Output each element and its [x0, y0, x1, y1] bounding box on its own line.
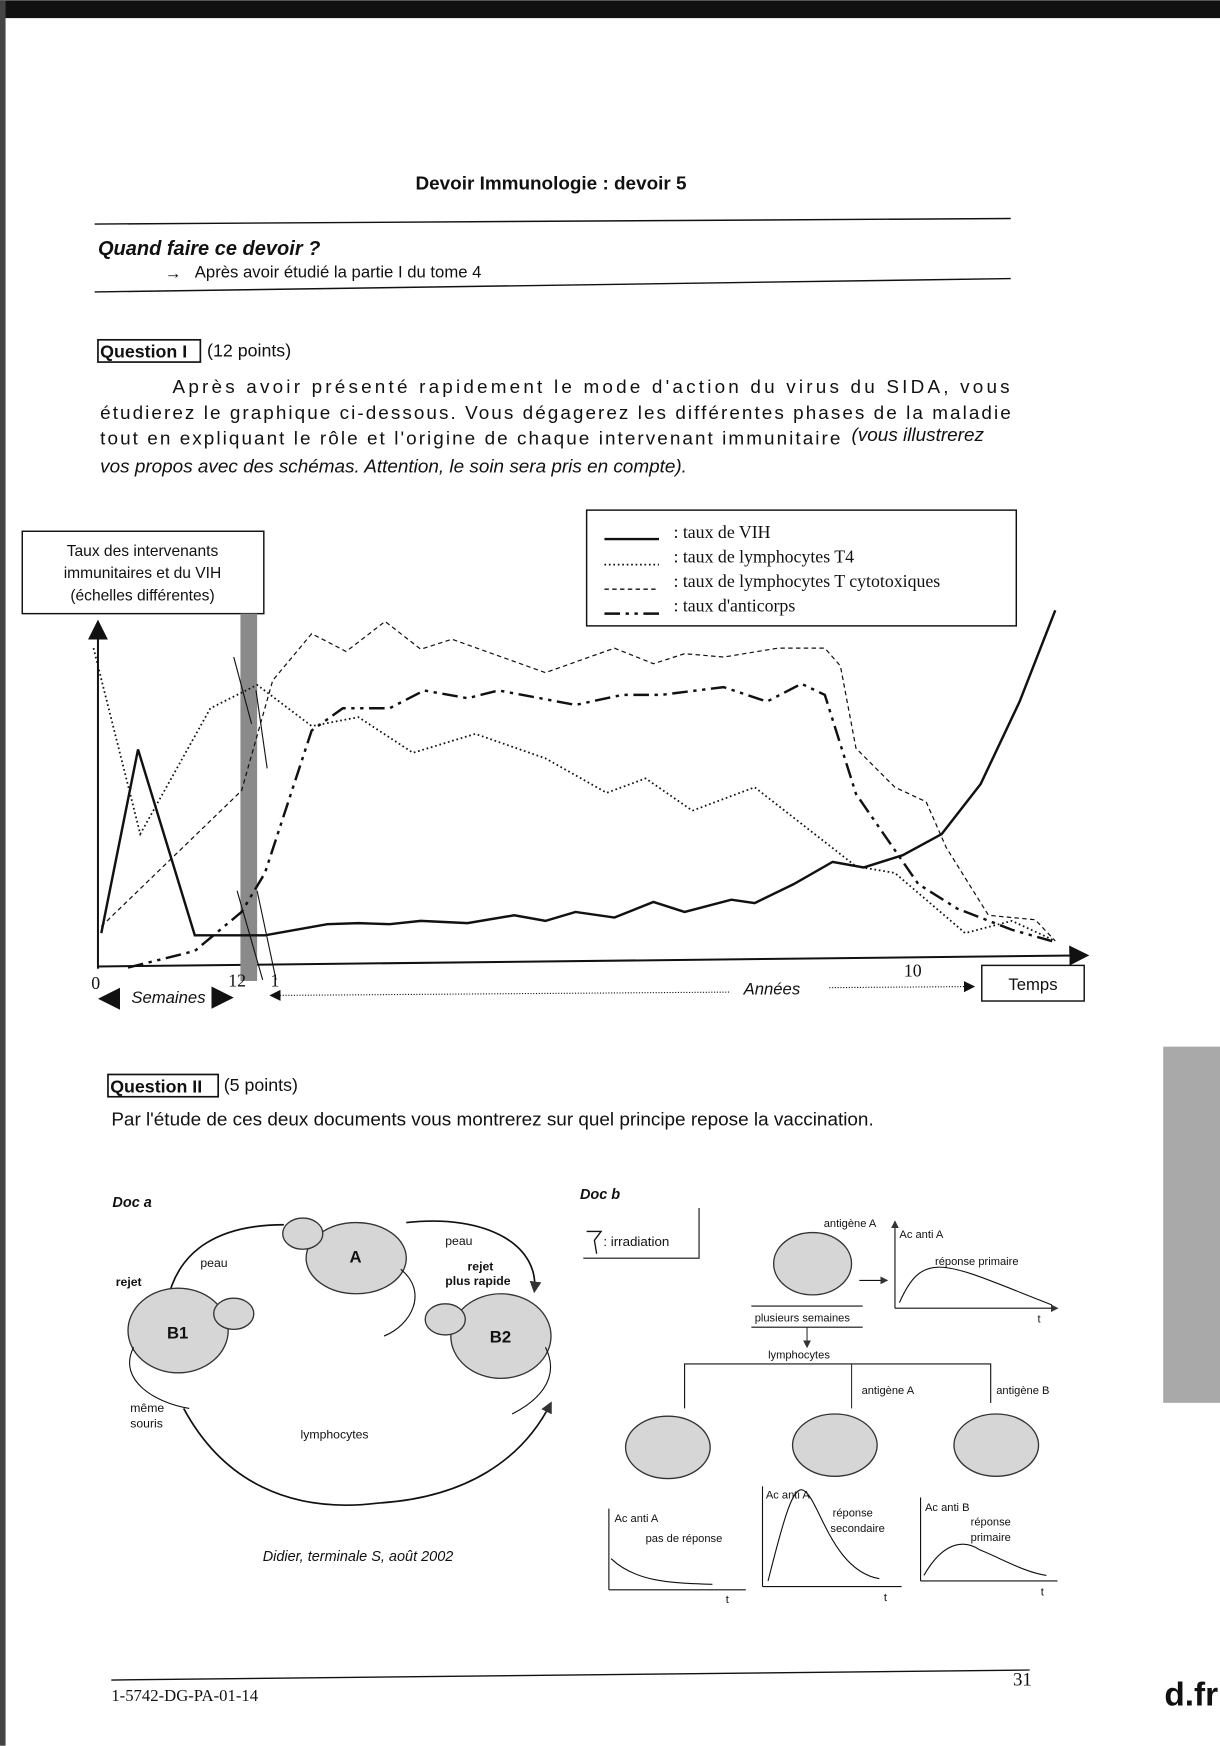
t-label: t [1040, 1586, 1044, 1599]
t-label: t [883, 1591, 887, 1604]
annees-label: Années [743, 979, 801, 999]
curve-anticorps [128, 684, 1055, 968]
question2-label: Question II [110, 1076, 203, 1097]
peau-right-label: peau [445, 1233, 473, 1248]
rejet-label: rejet [115, 1274, 142, 1289]
y-label-line: (échelles différentes) [70, 587, 215, 605]
when-arrow: → [164, 263, 182, 283]
tick-10: 10 [903, 960, 922, 981]
mouse-b1-label: B1 [166, 1323, 189, 1343]
doc-b-title: Doc b [579, 1187, 621, 1204]
graph-text: secondaire [830, 1522, 885, 1535]
scan-grey-strip [1163, 1047, 1220, 1403]
tick-0: 0 [91, 972, 101, 993]
graph-y-label: Ac anti B [925, 1501, 970, 1514]
mouse-illustration [626, 1416, 711, 1478]
mouse-a-label: A [349, 1247, 362, 1267]
annees-arrow-right [829, 987, 973, 988]
page-title: Devoir Immunologie : devoir 5 [415, 173, 687, 195]
legend-label: : taux de VIH [673, 521, 771, 542]
graph-y-label: Ac anti A [899, 1229, 944, 1242]
footer-divider [111, 1670, 1029, 1680]
legend [587, 510, 1017, 626]
legend-label: : taux de lymphocytes T cytotoxiques [673, 570, 941, 591]
question1-label: Question I [100, 341, 188, 362]
scan-top-edge [0, 0, 1220, 18]
irradiation-label: : irradiation [603, 1233, 670, 1249]
temps-label: Temps [1008, 974, 1058, 994]
when-text: Après avoir étudié la partie I du tome 4 [194, 262, 482, 282]
y-axis-label-box [22, 531, 264, 613]
graph-text: réponse primaire [935, 1255, 1019, 1268]
doc-a-title: Doc a [112, 1194, 152, 1211]
curve-primary-response [899, 1267, 1051, 1305]
lymphocytes-label: lymphocytes [768, 1349, 830, 1362]
graph-y-label: Ac anti A [614, 1512, 659, 1525]
graph-text: primaire [970, 1531, 1011, 1544]
legend-label: : taux de lymphocytes T4 [673, 546, 855, 567]
legend-label: : taux d'anticorps [673, 595, 796, 616]
question2-points: (5 points) [223, 1075, 298, 1096]
graph-text: pas de réponse [645, 1532, 723, 1545]
break-mark [256, 690, 267, 768]
peau-left-label: peau [200, 1256, 228, 1271]
footer-code: 1-5742-DG-PA-01-14 [111, 1686, 259, 1706]
graph-text: réponse [832, 1507, 873, 1520]
rejet-rapide-label: rejet [467, 1259, 494, 1274]
question2-text: Par l'étude de ces deux documents vous montrerez sur quel principe repose la vaccination. [111, 1109, 874, 1131]
mouse-illustration [774, 1233, 852, 1295]
mouse-b1-illustration [128, 1288, 254, 1408]
question1-line-3: tout en expliquant le rôle et l'origine de chaque intervenant immunitaire [100, 428, 841, 450]
y-label-line: Taux des intervenants [66, 542, 219, 560]
question1-line-2: étudierez le graphique ci-dessous. Vous dégagerez les différentes phases de la maladie [100, 402, 1011, 424]
mouse-b2-illustration [425, 1294, 551, 1414]
watermark: d.fr [1164, 1676, 1219, 1714]
y-label-line: immunitaires et du VIH [63, 565, 222, 583]
scan-left-edge [0, 0, 6, 1745]
semaines-label: Semaines [131, 988, 206, 1008]
question1-line-1: Après avoir présenté rapidement le mode d'action du virus du SIDA, vous [172, 377, 1010, 399]
rejet-rapide-label: plus rapide [445, 1273, 511, 1288]
tick-1: 1 [270, 970, 280, 991]
annees-arrow-left [272, 992, 730, 995]
t-label: t [1037, 1313, 1041, 1326]
meme-souris-label: souris [130, 1416, 163, 1431]
mouse-illustration [954, 1414, 1039, 1476]
question1-line-3-italic: (vous illustrerez [851, 425, 984, 447]
antigene-a-label: antigène A [823, 1217, 877, 1230]
question1-line-4: vos propos avec des schémas. Attention, le soin sera pris en compte). [100, 456, 687, 478]
time-scale-break-band [240, 614, 257, 981]
plusieurs-semaines-label: plusieurs semaines [754, 1312, 850, 1325]
doc-a-figure [112, 1195, 551, 1505]
when-heading: Quand faire ce devoir ? [97, 238, 321, 261]
divider [95, 218, 1011, 224]
page-number: 31 [1012, 1669, 1032, 1691]
t-label: t [725, 1594, 729, 1607]
meme-souris-label: même [130, 1400, 165, 1415]
antigene-a-label: antigène A [861, 1384, 915, 1397]
antigene-b-label: antigène B [996, 1384, 1050, 1397]
graph-text: réponse [970, 1516, 1011, 1529]
question1-points: (12 points) [207, 340, 292, 361]
mouse-a-illustration [283, 1218, 415, 1336]
lymphocytes-label: lymphocytes [300, 1427, 369, 1442]
graph-y-label: Ac anti A [765, 1489, 810, 1502]
source-citation: Didier, terminale S, août 2002 [262, 1548, 454, 1565]
mouse-illustration [793, 1414, 878, 1476]
doc-b-figure [580, 1187, 1058, 1606]
tick-12: 12 [228, 970, 246, 991]
irradiation-icon [587, 1231, 601, 1253]
mouse-b2-label: B2 [489, 1327, 512, 1347]
